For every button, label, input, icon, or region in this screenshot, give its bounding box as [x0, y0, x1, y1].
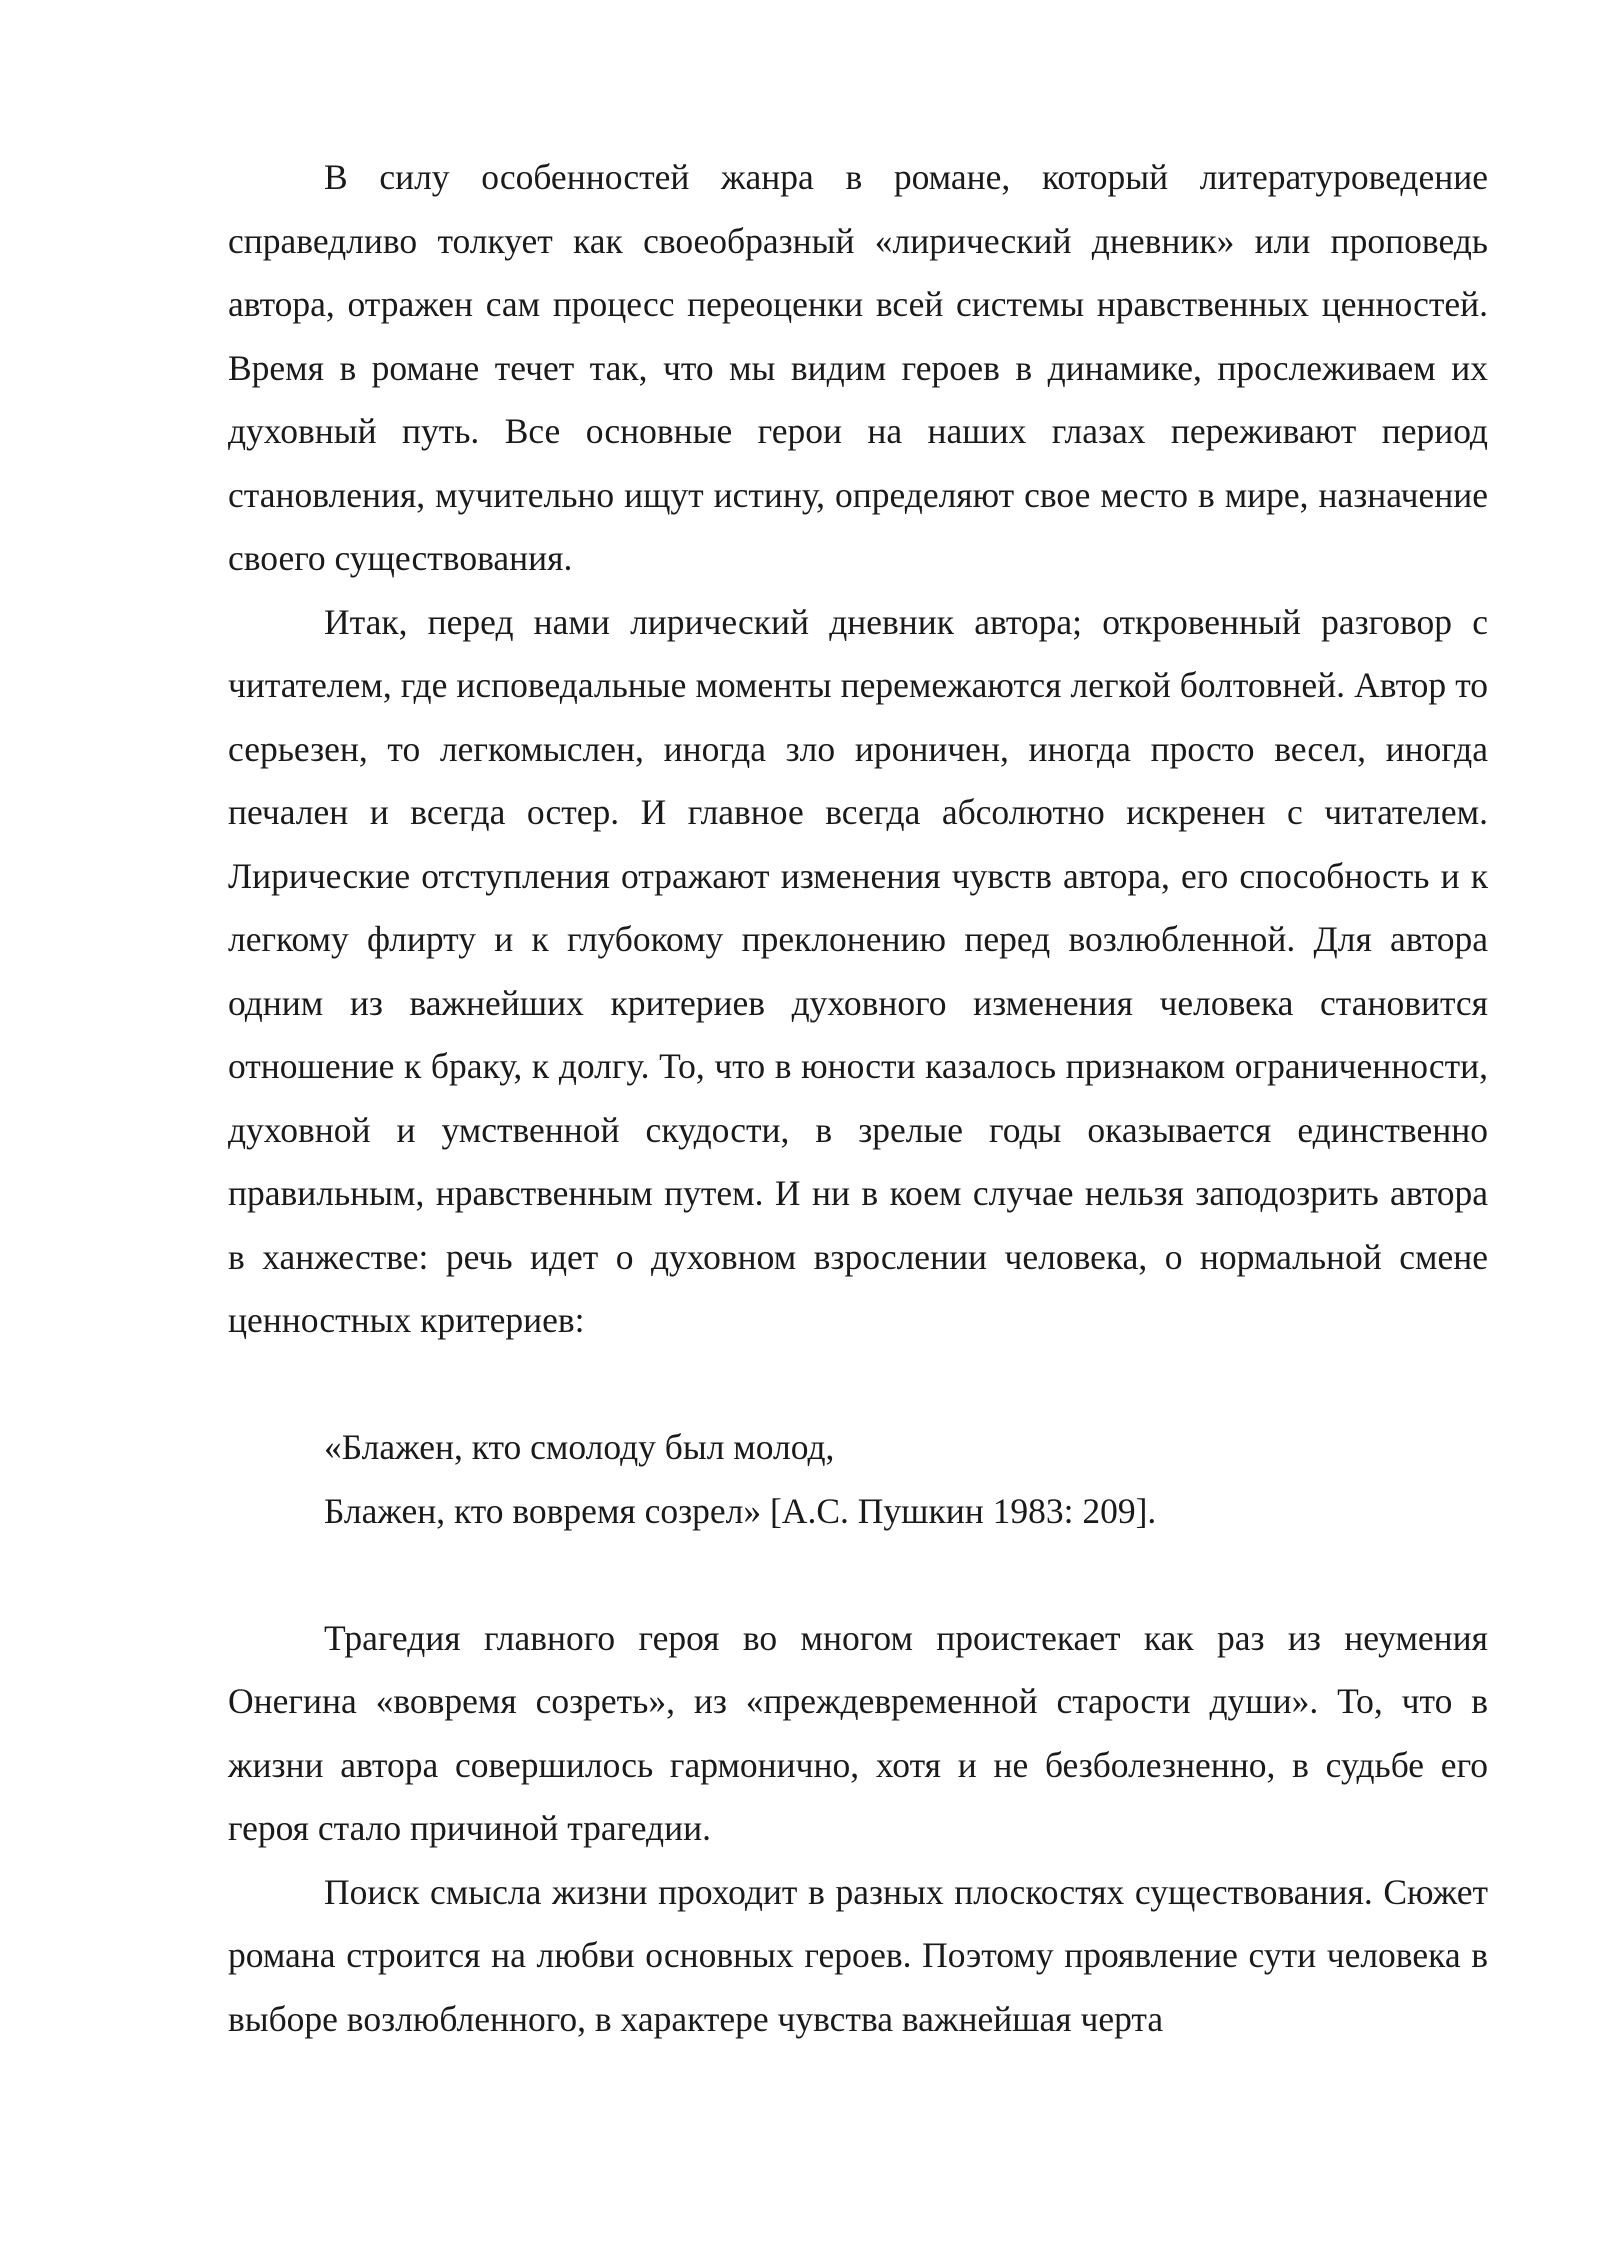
paragraph-meaning-of-life: Поиск смысла жизни проходит в разных плоскостях существования. Сюжет романа строится на любви основных героев. Поэтому проявление сути человека в выборе возлюбленного, в характере чувства важнейшая черта: [228, 1871, 1488, 2039]
quote-line-2: Блажен, кто вовремя созрел» [А.С. Пушкин 1983: 209].: [324, 1490, 1157, 1531]
poem-quote: [228, 1416, 1488, 1543]
body-text: [228, 146, 1488, 2051]
paragraph-tragedy: Трагедия главного героя во многом проистекает как раз из неумения Онегина «вовремя созреть», из «преждевременной старости души». То, что в жизни автора совершилось гармонично, хотя и не безболезненно, в судьбе его героя стало причиной трагедии.: [228, 1617, 1488, 1848]
spacer: [228, 1353, 1488, 1417]
quote-line-1: «Блажен, кто смолоду был молод,: [324, 1427, 835, 1467]
spacer: [228, 1543, 1488, 1607]
paragraph-lyrical-diary: Итак, перед нами лирический дневник автора; откровенный разговор с читателем, где исповедальные моменты перемежаются легкой болтовней. Автор то серьезен, то легкомыслен, иногда зло ироничен, иногда просто весел, иногда печален и всегда остер. И главное всегда абсолютно искренен с читателем. Лирические отступления отражают изменения чувств автора, его способность и к легкому флирту и к глубокому преклонению перед возлюбленной. Для автора одним из важнейших критериев духовного изменения человека становится отношение к браку, к долгу. То, что в юности казалось признаком ограниченности, духовной и умственной скудости, в зрелые годы оказывается единственно правильным, нравственным путем. И ни в коем случае нельзя заподозрить автора в ханжестве: речь идет о духовном взрослении человека, о нормальной смене ценностных критериев:: [228, 601, 1488, 1340]
paragraph-genre: В силу особенностей жанра в романе, который литературоведение справедливо толкует как своеобразный «лирический дневник» или проповедь автора, отражен сам процесс переоценки всей системы нравственных ценностей. Время в романе течет так, что мы видим героев в динамике, прослеживаем их духовный путь. Все основные герои на наших глазах переживают период становления, мучительно ищут истину, определяют свое место в мире, назначение своего существования.: [228, 157, 1488, 578]
